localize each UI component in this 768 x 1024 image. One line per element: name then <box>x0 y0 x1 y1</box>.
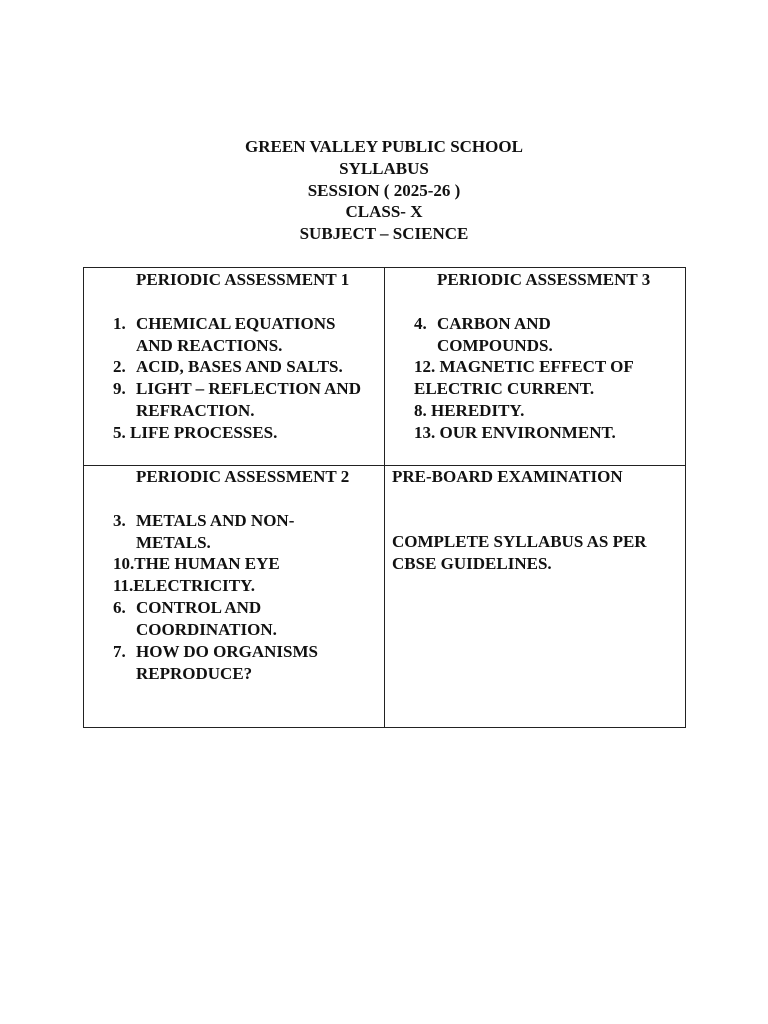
pa1-cell <box>84 268 385 466</box>
document-title: SYLLABUS <box>339 158 429 178</box>
pa2-item-3-text: 11.ELECTRICITY. <box>113 576 256 595</box>
pa2-item-4-text-cont: COORDINATION. <box>136 620 277 639</box>
pa2-item-5-text-cont: REPRODUCE? <box>136 664 253 683</box>
pa1-item-3-text-cont: REFRACTION. <box>136 401 255 420</box>
pa1-item-2-text: ACID, BASES AND SALTS. <box>136 357 343 376</box>
pa1-item-3-number: 9. <box>113 379 126 398</box>
pa3-item-1-text: CARBON AND <box>437 314 551 333</box>
pa2-item-1-number: 3. <box>113 511 126 530</box>
pa3-item-2-text-cont: ELECTRIC CURRENT. <box>414 379 595 398</box>
pa2-title: PERIODIC ASSESSMENT 2 <box>136 467 350 486</box>
pa3-item-1-number: 4. <box>414 314 427 333</box>
pa2-item-5-number: 7. <box>113 642 126 661</box>
pa1-item-2-number: 2. <box>113 357 126 376</box>
pa3-title: PERIODIC ASSESSMENT 3 <box>437 270 651 289</box>
subject-label: SUBJECT – SCIENCE <box>299 224 469 244</box>
pa2-item-2-text: 10.THE HUMAN EYE <box>113 554 280 573</box>
pa3-item-1-text-cont: COMPOUNDS. <box>437 336 553 355</box>
pa2-item-5-text: HOW DO ORGANISMS <box>136 642 318 661</box>
syllabus-table <box>83 267 686 728</box>
pa3-cell <box>385 268 686 466</box>
pa2-item-4-text: CONTROL AND <box>136 598 262 617</box>
preboard-cell <box>385 466 686 728</box>
preboard-text: COMPLETE SYLLABUS AS PER <box>392 532 647 551</box>
pa3-item-2-text: 12. MAGNETIC EFFECT OF <box>414 357 634 376</box>
class-label: CLASS- X <box>345 202 423 222</box>
pa3-item-4-text: 13. OUR ENVIRONMENT. <box>414 423 616 442</box>
preboard-text-cont: CBSE GUIDELINES. <box>392 554 552 573</box>
preboard-title: PRE-BOARD EXAMINATION <box>392 467 623 486</box>
pa1-item-1-text: CHEMICAL EQUATIONS <box>136 314 336 333</box>
pa1-item-4-text: 5. LIFE PROCESSES. <box>113 423 278 442</box>
pa2-item-1-text: METALS AND NON- <box>136 511 295 530</box>
pa2-item-4-number: 6. <box>113 598 126 617</box>
pa1-title: PERIODIC ASSESSMENT 1 <box>136 270 350 289</box>
document-header <box>0 136 768 245</box>
pa1-item-3-text: LIGHT – REFLECTION AND <box>136 379 361 398</box>
pa3-item-3-text: 8. HEREDITY. <box>414 401 525 420</box>
session-label: SESSION ( 2025-26 ) <box>307 180 461 200</box>
pa1-item-1-number: 1. <box>113 314 126 333</box>
school-name: GREEN VALLEY PUBLIC SCHOOL <box>245 137 523 156</box>
pa1-item-1-text-cont: AND REACTIONS. <box>136 336 283 355</box>
pa2-item-1-text-cont: METALS. <box>136 533 211 552</box>
pa2-cell <box>84 466 385 728</box>
